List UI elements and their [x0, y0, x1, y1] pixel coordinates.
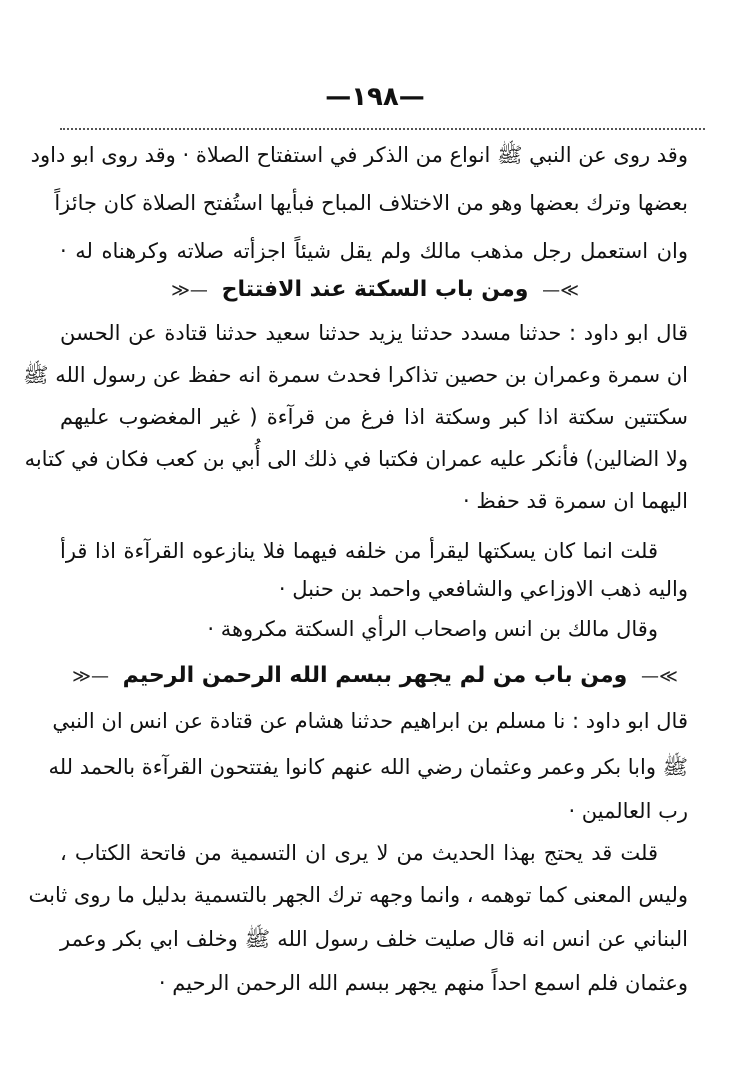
text-line: وعثمان فلم اسمع احداً منهم يجهر ببسم الله الرحمن الرحيم ·	[158, 971, 688, 995]
text-line: سكتتين سكتة اذا كبر وسكتة اذا فرغ من قرآءة ( غير المغضوب عليهم	[60, 405, 688, 429]
text-line: وليس المعنى كما توهمه ، وانما وجهه ترك الجهر بالتسمية بدليل ما روى ثابت	[28, 883, 688, 907]
ornament-left-icon: —≪	[72, 666, 109, 687]
text-line: ان سمرة وعمران بن حصين تذاكرا فحدث سمرة انه حفظ عن رسول الله ﷺ	[23, 363, 688, 387]
text-line: بعضها وترك بعضها وهو من الاختلاف المباح فبأيها استُفتح الصلاة كان جائزاً	[54, 191, 688, 215]
section-heading-text: ومن باب السكتة عند الافتتاح	[221, 277, 529, 302]
header-rule	[60, 128, 705, 130]
section-heading-opening-pause	[0, 274, 750, 307]
text-line: قلت قد يحتج بهذا الحديث من لا يرى ان التسمية من فاتحة الكتاب ،	[60, 841, 658, 865]
text-line: قلت انما كان يسكتها ليقرأ من خلفه فيهما فلا ينازعوه القرآءة اذا قرأ	[60, 539, 658, 563]
section-heading-text: ومن باب من لم يجهر ببسم الله الرحمن الرحيم	[122, 663, 628, 688]
text-line: قال ابو داود : حدثنا مسدد حدثنا يزيد حدثنا سعيد حدثنا قتادة عن الحسن	[60, 321, 688, 345]
text-line: ﷺ وابا بكر وعمر وعثمان رضي الله عنهم كانوا يفتتحون القرآءة بالحمد لله	[48, 755, 688, 779]
text-line: اليهما ان سمرة قد حفظ ·	[462, 489, 688, 513]
ornament-right-icon: ≫—	[641, 666, 678, 687]
text-line: واليه ذهب الاوزاعي والشافعي واحمد بن حنبل ·	[278, 577, 688, 601]
ornament-right-icon: ≫—	[542, 280, 579, 301]
text-line: البناني عن انس انه قال صليت خلف رسول الله ﷺ وخلف ابي بكر وعمر	[60, 927, 688, 951]
text-line: رب العالمين ·	[568, 799, 688, 823]
text-line: وقال مالك بن انس واصحاب الرأي السكتة مكروهة ·	[207, 617, 658, 641]
section-heading-no-basmala-aloud	[0, 660, 750, 693]
text-line: وان استعمل رجل مذهب مالك ولم يقل شيئاً اجزأته صلاته وكرهناه له ·	[60, 239, 688, 263]
text-line: وقد روى عن النبي ﷺ انواع من الذكر في استفتاح الصلاة · وقد روى ابو داود	[30, 143, 688, 167]
text-line: قال ابو داود : نا مسلم بن ابراهيم حدثنا هشام عن قتادة عن انس ان النبي	[52, 709, 688, 733]
page-number: —١٩٨—	[325, 82, 425, 112]
ornament-left-icon: —≪	[171, 280, 208, 301]
text-line: ولا الضالين) فأنكر عليه عمران فكتبا في ذلك الى أُبي بن كعب فكان في كتابه	[24, 447, 688, 471]
